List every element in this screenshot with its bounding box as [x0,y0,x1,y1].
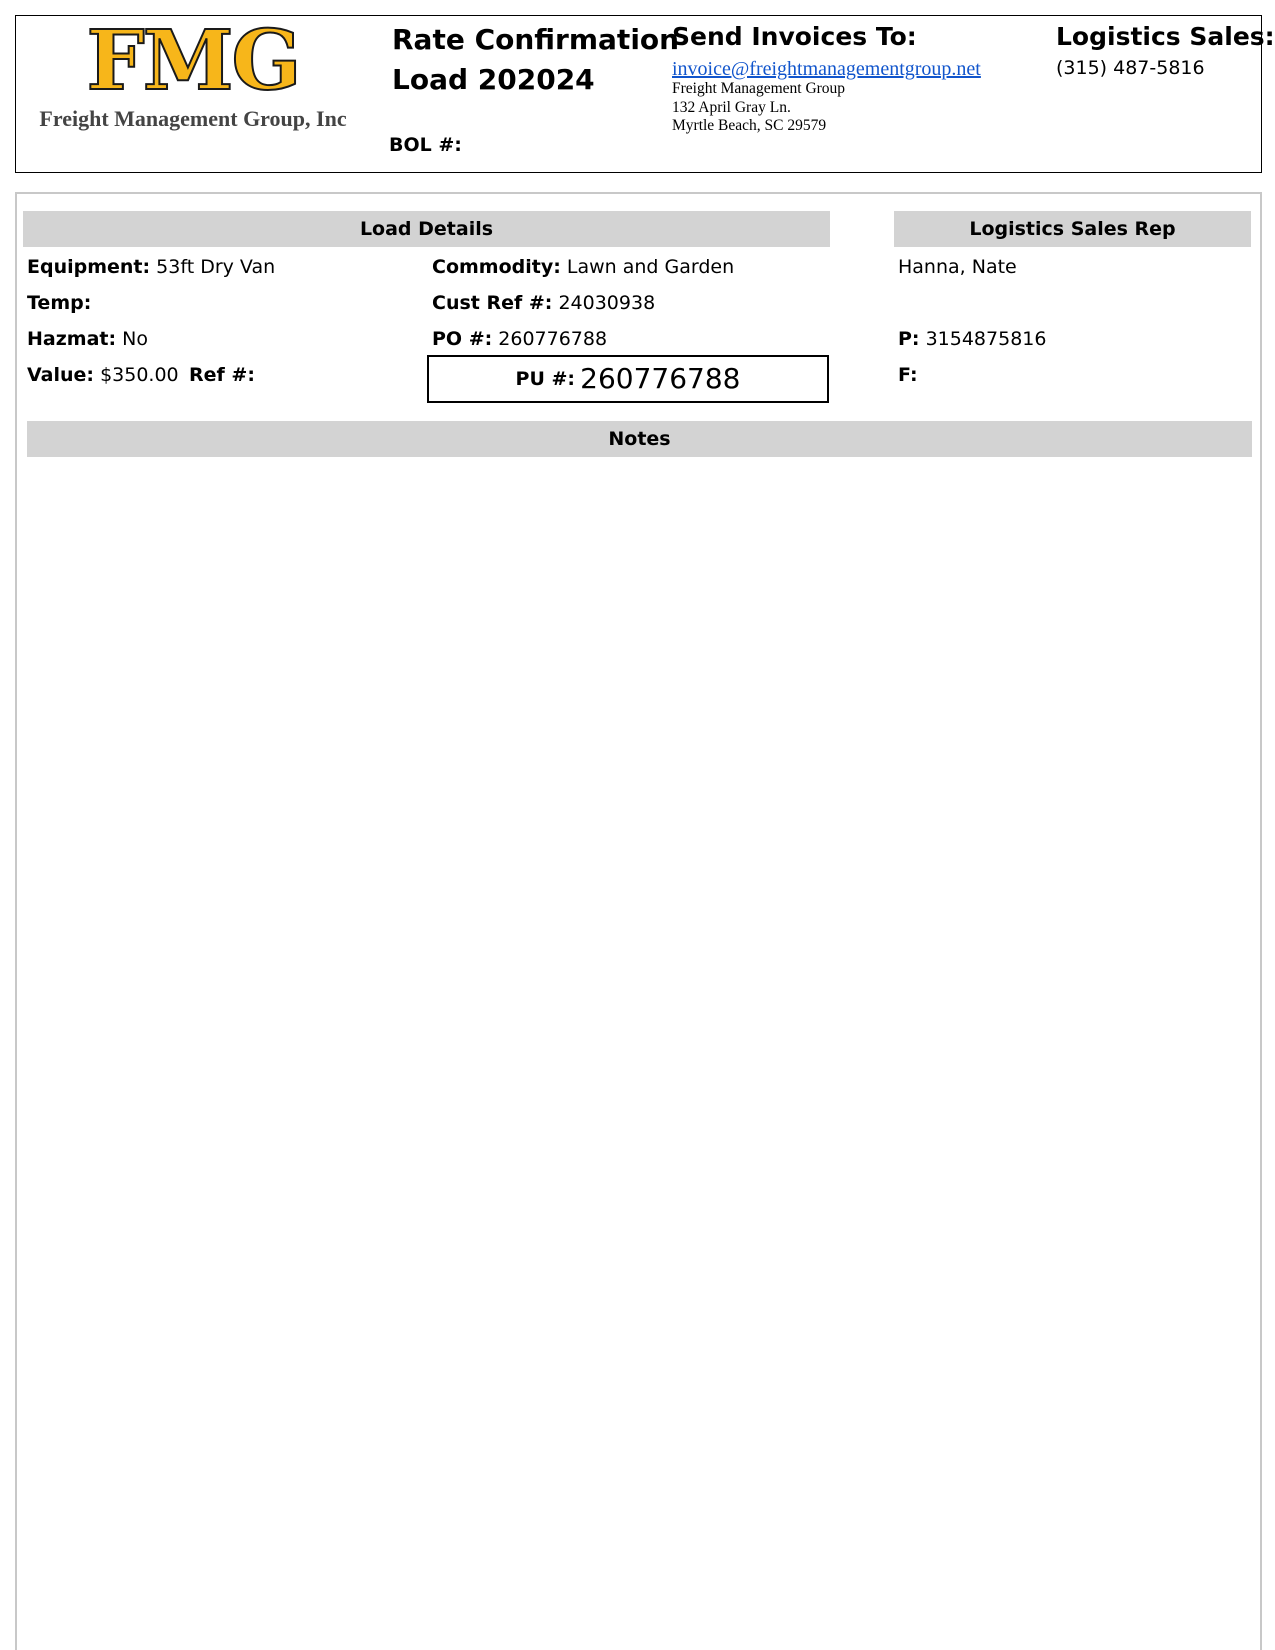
rep-phone-value: 3154875816 [925,328,1047,350]
cust-ref-value: 24030938 [558,292,656,314]
commodity-label: Commodity: [432,256,561,278]
main-content-box [15,192,1262,1650]
equipment-label: Equipment: [27,256,151,278]
address-line-3: Myrtle Beach, SC 29579 [672,117,827,134]
po-field [432,326,607,352]
ref-label: Ref #: [189,364,255,386]
company-name: Freight Management Group, Inc [39,106,347,131]
po-value: 260776788 [498,328,608,350]
commodity-value: Lawn and Garden [566,256,735,278]
sales-heading: Logistics Sales: [1056,22,1275,51]
address-line-2: 132 April Gray Ln. [672,98,791,116]
title-line-1: Rate Confirmation [392,23,680,56]
pu-value: 260776788 [580,362,741,395]
address-line-1: Freight Management Group [672,80,846,97]
po-label: PO #: [432,328,493,350]
bol-label: BOL #: [389,134,462,156]
cust-ref-field [432,290,655,316]
company-logo [28,13,358,142]
hazmat-label: Hazmat: [27,328,117,350]
value-value: $350.00 [100,364,179,386]
notes-heading: Notes [27,421,1252,457]
value-label: Value: [27,364,95,386]
rep-fax-field [898,362,918,388]
rep-phone-field [898,326,1046,352]
invoice-address-block [672,20,981,136]
equipment-value: 53ft Dry Van [156,256,276,278]
sales-rep-name: Hanna, Nate [898,256,1017,278]
temp-field [27,290,91,316]
ref-field [189,362,255,388]
title-line-2: Load 202024 [392,63,595,96]
bol-field [389,134,462,156]
page-title [392,20,679,100]
logistics-sales-block [1056,20,1275,80]
invoices-heading: Send Invoices To: [672,22,917,51]
equipment-field [27,254,275,280]
sales-rep-heading: Logistics Sales Rep [894,211,1251,247]
cust-ref-label: Cust Ref #: [432,292,553,314]
temp-label: Temp: [27,292,92,314]
pu-label: PU #: [515,368,576,390]
sales-phone: (315) 487-5816 [1056,57,1205,79]
value-field [27,362,179,388]
invoice-email-link[interactable]: invoice@freightmanagementgroup.net [672,58,981,80]
rep-phone-label: P: [898,328,920,350]
rep-fax-label: F: [898,364,918,386]
hazmat-value: No [122,328,148,350]
pu-number-box [427,355,829,403]
hazmat-field [27,326,148,352]
load-details-heading: Load Details [23,211,830,247]
commodity-field [432,254,734,280]
logo-mark: FMG [86,13,300,109]
